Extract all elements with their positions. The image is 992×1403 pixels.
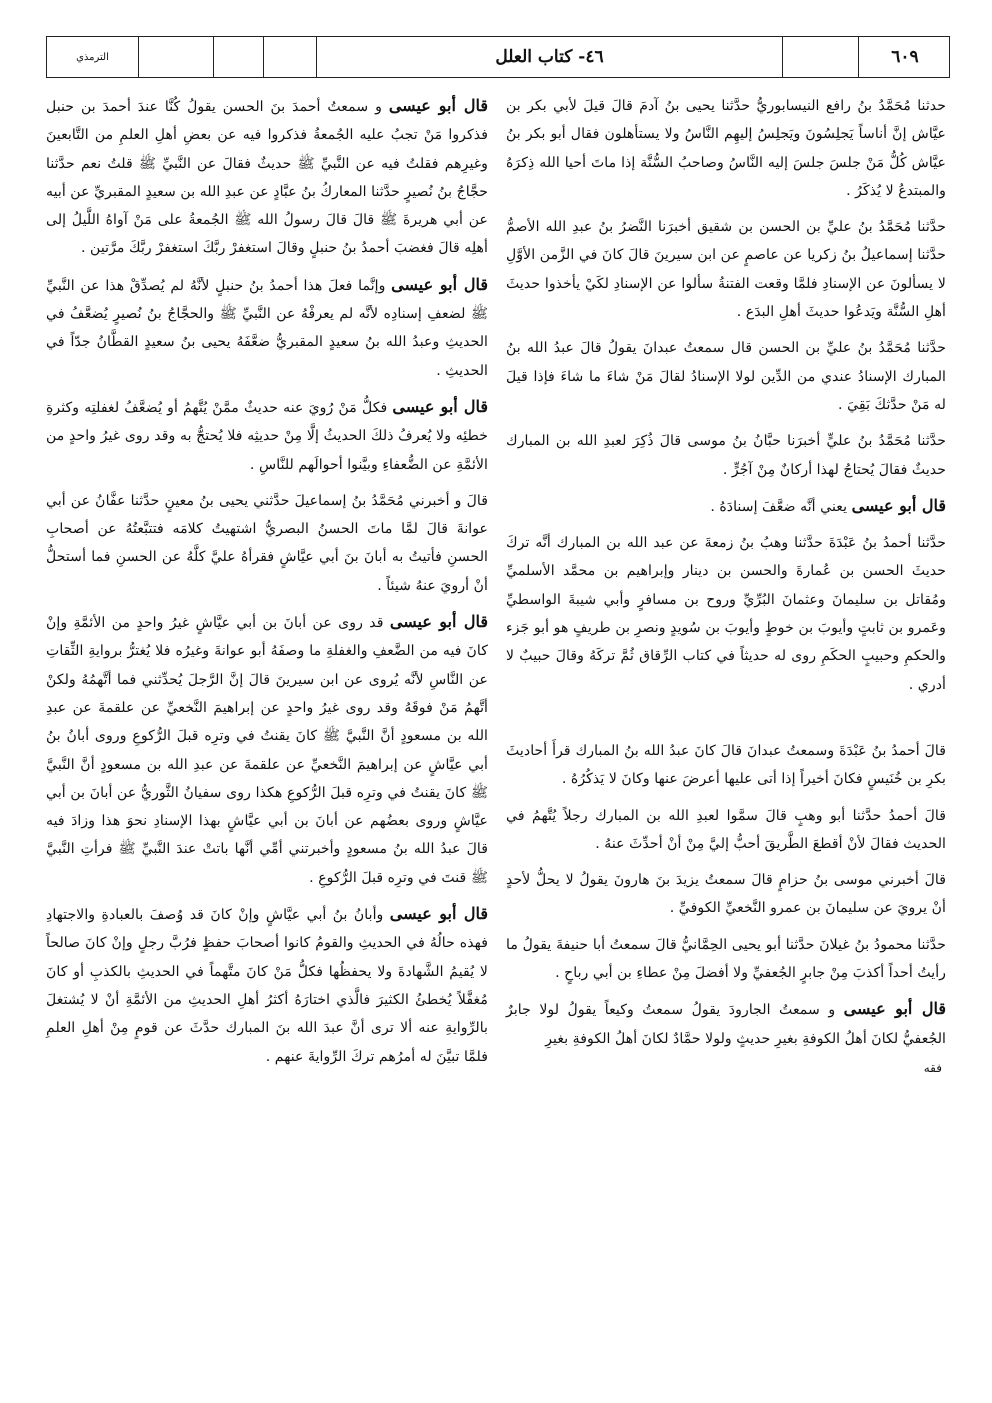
- paragraph: [506, 529, 946, 699]
- paragraph-lead: قال أبو عيسى: [843, 999, 947, 1019]
- paragraph: [506, 866, 946, 923]
- paragraph: [506, 213, 946, 326]
- paragraph: [46, 92, 488, 263]
- paragraph: [506, 802, 946, 859]
- paragraph-text: حدَّثنا مُحَمَّدُ بنُ عليٍّ أخبرَنا حبَّانُ بنُ موسى قالَ ذُكِرَ لعبدِ الله بن المبارك حديثٌ فقالَ يُحتاجُ لهذا أركانٌ مِنْ آجُرٍّ .: [506, 433, 946, 478]
- paragraph-text: قالَ أخبرني موسى بنُ حزامٍ قالَ سمعتُ يزيدَ بنَ هارونَ يقولُ لا يحلُّ لأحدٍ أنْ يرويَ عن سليمانَ بن عمرو النَّخعيِّ الكوفيِّ .: [506, 872, 946, 917]
- paragraph-text: قد روى عن أبانَ بن أبي عيَّاشٍ غيرُ واحدٍ من الأئمَّةِ وإنْ كانَ فيه من الضَّعفِ والغفلةِ ما وصفَهُ أبو عوانةَ وغيرُه فلا يُغترُّ بروايةِ الثِّقاتِ عن النَّاسِ لأنَّه يُروى عن ابن سيرينَ قالَ إنَّ الرَّجلَ يُحدِّثني فما أتَّهمُهُ ولكنْ أتَّهمُ مَنْ فوقَهُ وقد روى غيرُ واحدٍ عن إبراهيمَ النَّخعيِّ عن علقمةَ عن عبدِ الله بن مسعودٍ أنَّ النَّبيَّ ﷺ كانَ يقنتُ في وترِه قبلَ الرُّكوعِ وروى أبانُ بنُ أبي عيَّاشٍ عن إبراهيمَ النَّخعيِّ عن علقمةَ عن عبدِ الله بن مسعودٍ أنَّ النَّبيَّ ﷺ كانَ يقنتُ في وترِه قبلَ الرُّكوعِ هكذا روى سفيانُ الثَّوريُّ عن أبانَ بن أبي عيَّاشٍ وروى بعضُهم عن أبانَ بن أبي عيَّاشٍ بهذا الإسنادِ نحوَ هذا وزادَ فيه قالَ عبدُ الله بنُ مسعودٍ وأخبرتني أمِّي أنَّها باتتْ عندَ النَّبيِّ ﷺ فرأتِ النَّبيَّ ﷺ قنتَ في وترِه قبلَ الرُّكوعِ .: [46, 615, 488, 886]
- paragraph: [506, 931, 946, 988]
- header-cell-page: [859, 37, 951, 77]
- paragraph-text: حدَّثنا مُحَمَّدُ بنُ عليِّ بن الحسن بن شقيق أخبرَنا النَّضرُ بنُ عبدِ الله الأصمُّ حدَّثنا إسماعيلُ بنُ زكريا عن عاصمٍ عن ابن سيرينَ قالَ كانَ في الزَّمن الأوَّلِ لا يسألونَ عن الإسنادِ فلمَّا وقعت الفتنةُ سألوا عن الإسنادِ لكَيْ يأخذوا حديثَ أهلِ السُّنَّة ويَدعُوا حديثَ أهلِ البدَع .: [506, 219, 946, 321]
- paragraph-lead: قال أبو عيسى: [391, 274, 488, 294]
- paragraph-text: و سمعتُ الجارودَ يقولُ سمعتُ وكيعاً يقولُ لولا جابرٌ الجُعفيُّ لكانَ أهلُ الكوفةِ بغيرِ حديثٍ ولولا حمَّادٌ لكانَ أهلُ الكوفةِ بغيرِ: [506, 1002, 946, 1047]
- right-text-column: [506, 92, 946, 1075]
- paragraph-lead: قال أبو عيسى: [389, 612, 488, 632]
- paragraph-lead: قال أبو عيسى: [389, 904, 488, 924]
- paragraph: [46, 900, 488, 1071]
- paragraph-text: حدَّثنا مُحَمَّدُ بنُ عليِّ بن الحسن قال سمعتُ عبدانَ يقولُ قالَ عبدُ الله بنُ المبارك الإسنادُ عندي من الدِّين لولا الإسنادُ لقالَ مَنْ شاءَ ما شاءَ فإذا قيلَ له مَنْ حدَّثكَ بَقِيَ .: [506, 340, 946, 413]
- paragraph-text: وأبانُ بنُ أبي عيَّاشٍ وإنْ كانَ قد وُصفَ بالعبادةِ والاجتهادِ فهذه حالُهُ في الحديثِ والقومُ كانوا أصحابَ حفظٍ فرُبَّ رجلٍ وإنْ كانَ صالحاً لا يُقيمُ الشَّهادةَ ولا يحفظُها فكلُّ مَنْ كانَ متَّهماً في الحديثِ بالكذبِ أو كانَ مُغفَّلاً يُخطئُ الكثيرَ فالَّذي اختارَهُ أكثرُ أهلِ الحديثِ من الأئمَّةِ أنْ لا يُشتغلَ بالرِّوايةِ عنه ألا ترى أنَّ عبدَ الله بنَ المبارك حدَّثَ عن قومٍ مِنْ أهلِ العلمِ فلمَّا تبيَّنَ له أمرُهم تركَ الرِّوايةَ عنهم .: [46, 907, 488, 1065]
- paragraph-text: حدثنا مُحَمَّدُ بنُ رافع النيسابوريُّ حدَّثنا يحيى بنُ آدمَ قالَ قيلَ لأبي بكر بن عيَّاش إنَّ أناساً يَجلِسُونَ ويَجلِسُ إليهِم النَّاسُ ولا يستأهلون فقال أبو بكر بنُ عيَّاش كُلُّ مَنْ جلسَ جلسَ إليه النَّاسُ وصاحبُ السُّنَّة إذا ماتَ أحيا الله ذِكرَهُ والمبتدعُ لا يُذكَرُ .: [506, 98, 946, 199]
- header-cell-title: [317, 37, 783, 77]
- paragraph: [506, 737, 946, 794]
- header-cell-empty-3: [264, 37, 317, 77]
- paragraph-text: فكلُّ مَنْ رُويَ عنه حديثٌ ممَّنْ يُتَّهمُ أو يُضعَّفُ لغفلتِه وكثرةِ خطئِه ولا يُعرفُ ذلكَ الحديثُ إلَّا مِنْ حديثِه فلا يُحتجُّ به وقد روى غيرُ واحدٍ من الأئمَّةِ عن الضُّعفاءِ وبيَّنوا أحوالَهم للنَّاسِ .: [46, 399, 488, 473]
- page-header: [46, 36, 950, 78]
- paragraph-lead: قال أبو عيسى: [388, 96, 488, 115]
- header-cell-author: [47, 37, 139, 77]
- header-author: الترمذي: [76, 51, 109, 63]
- header-cell-empty-1: [139, 37, 214, 77]
- paragraph: [506, 334, 946, 419]
- paragraph-spacer: [506, 707, 946, 737]
- paragraph: [46, 608, 488, 892]
- header-cell-empty-2: [214, 37, 264, 77]
- paragraph-text: يعني أنَّه ضعَّفَ إسنادَهُ .: [710, 498, 848, 515]
- paragraph-text: حدَّثنا محمودُ بنُ غيلانَ حدَّثنا أبو يحيى الحِمَّانيُّ قالَ سمعتُ أبا حنيفةَ يقولُ ما رأيتُ أحداً أكذبَ مِنْ جابرٍ الجُعفيِّ ولا أفضلَ مِنْ عطاءِ بن أبي رباحٍ .: [506, 936, 946, 982]
- paragraph-lead: قال أبو عيسى: [392, 396, 489, 416]
- paragraph: [46, 487, 488, 600]
- paragraph-text: قالَ أحمدُ حدَّثنا أبو وهبٍ قالَ سمَّوا لعبدِ الله بن المبارك رجلاً يُتَّهمُ في الحديث فقالَ لأنْ أقطعَ الطَّريقَ أحبُّ إليَّ مِنْ أنْ أحدِّثَ عنهُ .: [506, 807, 946, 852]
- paragraph: [506, 427, 946, 484]
- paragraph: [506, 92, 946, 205]
- paragraph-text: قالَ أحمدُ بنُ عَبْدَةَ وسمعتُ عبدانَ قالَ كانَ عبدُ الله بنُ المبارك قرأَ أحاديثَ بكرِ بن خُنَيسٍ فكانَ أخيراً إذا أتى عليها أعرضَ عنها وكانَ لا يَذكُرُهُ .: [506, 742, 946, 788]
- paragraph: [506, 995, 946, 1053]
- page-number: ٦٠٩: [891, 47, 919, 67]
- paragraph-text: قالَ و أخبرني مُحَمَّدُ بنُ إسماعيلَ حدَّثني يحيى بنُ معينٍ حدَّثنا عفَّانُ عن أبي عوانةَ قالَ لمَّا ماتَ الحسنُ البصريُّ اشتهيتُ كلامَه فتتبَّعتُهُ عن أصحابِ الحسنِ فأتيتُ به أبانَ بنَ أبي عيَّاشٍ فقرأهُ عليَّ كلَّهُ عن الحسنِ فما أستحلُّ أنْ أرويَ عنهُ شيئاً .: [46, 492, 488, 594]
- catchword: فقه: [923, 1060, 942, 1075]
- header-cell-empty-4: [783, 37, 859, 77]
- paragraph-text: وإنَّما فعلَ هذا أحمدُ بنُ حنبلٍ لأنَّهُ لم يُصدِّقْ هذا عن النَّبيِّ ﷺ لضعفِ إسنادِه لأنَّه لم يعرفْهُ عن النَّبيِّ ﷺ والحجَّاجُ بنُ نُصيرٍ يُضعَّفُ في الحديثِ وعبدُ الله بنُ سعيدٍ المقبريُّ ضعَّفَهُ يحيى بنُ سعيدٍ القطَّانُ جدّاً في الحديثِ .: [46, 277, 488, 379]
- paragraph-text: حدَّثنا أحمدُ بنُ عَبْدَةَ حدَّثنا وهبُ بنُ زمعةَ عن عبد الله بن المبارك أنَّه تركَ حديثَ الحسن بن عُمارةَ والحسن بن دينار وإبراهيم بن محمَّد الأسلميِّ ومُقاتل بن سليمانَ وعثمانَ البُرِّيِّ وروح بن مسافرٍ وأبي شيبةَ الواسطيِّ وعَمرو بن ثابتٍ وأيوبَ بن خوطٍ وأيوبَ بن سُويدٍ ونصرِ بن طريفٍ هو أبو جَزء والحكمِ وحبيبٍ الحكَمِ روى له حديثاً في كتاب الرِّقاق ثُمَّ تركَهُ وقالَ حبيبٌ لا أدري .: [506, 535, 946, 693]
- paragraph: [46, 271, 488, 385]
- left-text-column: [46, 92, 488, 1079]
- paragraph-lead: قال أبو عيسى: [851, 495, 946, 515]
- chapter-title: ٤٦- كتاب العلل: [495, 47, 604, 67]
- paragraph-text: و سمعتُ أحمدَ بنَ الحسن يقولُ كُنَّا عندَ أحمدَ بن حنبل فذكروا مَنْ تجبُ عليه الجُمعةُ فذكروا فيه عن بعضِ أهلِ العلمِ من التَّابعينَ وغيرِهم فقلتُ فيه عن النَّبيِّ ﷺ حديثٌ فقالَ عن النَّبيِّ ﷺ قلتُ نعم حدَّثنا حجَّاجُ بنُ نُصيرٍ حدَّثنا المعاركُ بنُ عبَّادٍ عن عبدِ الله بن سعيدٍ المقبريِّ عن أبيه عن أبي هريرةَ ﷺ قالَ قالَ رسولُ الله ﷺ الجُمعةُ على مَنْ آواهُ اللَّيلُ إلى أهلِه قالَ فغضبَ أحمدُ بنُ حنبلٍ وقالَ استغفرْ ربَّكَ استغفرْ ربَّكَ مرَّتين .: [46, 99, 488, 257]
- paragraph: [46, 393, 488, 479]
- paragraph: [506, 492, 946, 521]
